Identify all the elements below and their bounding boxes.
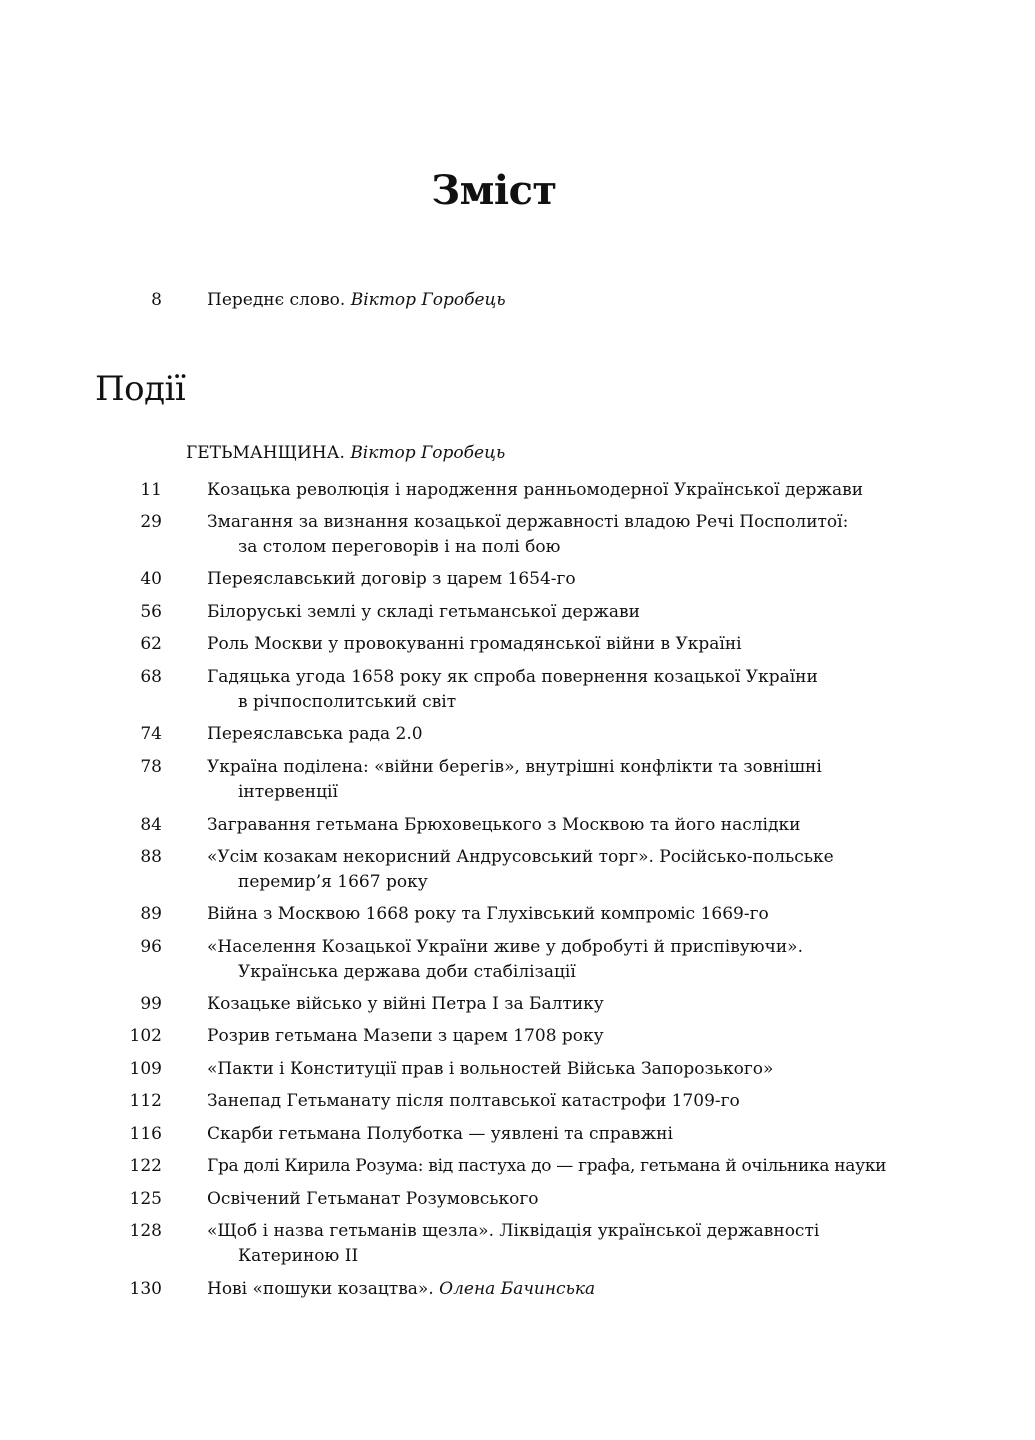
page-number: 128: [129, 1221, 162, 1241]
page-number: 29: [140, 512, 162, 532]
entry-title: Загравання гетьмана Брюховецького з Москвою та його наслідки: [207, 815, 801, 835]
entry-title: Розрив гетьмана Мазепи з царем 1708 року: [207, 1026, 604, 1046]
page-number: 130: [129, 1279, 162, 1299]
page-number: 112: [129, 1091, 162, 1111]
page-number: 84: [140, 815, 162, 835]
entry-title: Роль Москви у провокуванні громадянської війни в Україні: [207, 634, 742, 654]
page-number: 102: [129, 1026, 162, 1046]
page-number: 11: [140, 480, 162, 500]
page-number: 68: [140, 667, 162, 687]
entry-title: Переяславський договір з царем 1654-го: [207, 569, 576, 589]
page-number: 40: [140, 569, 162, 589]
page-number: 56: [140, 602, 162, 622]
page-number: 78: [140, 757, 162, 777]
entry-title: «Населення Козацької України живе у добробуті й приспівуючи».: [207, 937, 803, 957]
page-number: 88: [140, 847, 162, 867]
entry-title: Гадяцька угода 1658 року як спроба повернення козацької України: [207, 667, 818, 687]
entry-title-continued: Українська держава доби стабілізації: [238, 962, 576, 982]
entry-title: Скарби гетьмана Полуботка — уявлені та справжні: [207, 1124, 673, 1144]
entry-title: Переяславська рада 2.0: [207, 724, 423, 744]
entry-title: [207, 288, 927, 313]
section-heading: Події: [95, 369, 186, 409]
page-number: 96: [140, 937, 162, 957]
subsection-author: Віктор Горобець: [350, 443, 506, 463]
entry-title: «Усім козакам некорисний Андрусовський торг». Російсько-польське: [207, 847, 834, 867]
entry-title: Війна з Москвою 1668 року та Глухівський компроміс 1669-го: [207, 904, 769, 924]
page-number: 109: [129, 1059, 162, 1079]
page-number: 99: [140, 994, 162, 1014]
page-title: Зміст: [431, 167, 557, 214]
entry-author: Олена Бачинська: [439, 1279, 596, 1299]
entry-title-continued: в річпосполитський світ: [238, 692, 457, 712]
page-number: 125: [129, 1189, 162, 1209]
entry-author: Віктор Горобець: [350, 290, 506, 310]
page-number: 89: [140, 904, 162, 924]
page-number: 122: [129, 1156, 162, 1176]
entry-title-continued: інтервенції: [238, 782, 338, 802]
entry-title: Змагання за визнання козацької державності владою Речі Посполитої:: [207, 512, 849, 532]
entry-text: Переднє слово.: [207, 290, 346, 310]
entry-title: «Пакти і Конституції прав і вольностей Війська Запорозького»: [207, 1059, 774, 1079]
entry-title: Білоруські землі у складі гетьманської держави: [207, 602, 640, 622]
entry-title-continued: перемир’я 1667 року: [238, 872, 428, 892]
page-number: 116: [129, 1124, 162, 1144]
page-number: 74: [140, 724, 162, 744]
entry-title: Освічений Гетьманат Розумовського: [207, 1189, 539, 1209]
entry-title: [207, 1277, 927, 1302]
entry-title: Козацька революція і народження ранньомодерної Української держави: [207, 480, 864, 500]
entry-title: Занепад Гетьманату після полтавської катастрофи 1709-го: [207, 1091, 740, 1111]
entry-title-continued: за столом переговорів і на полі бою: [238, 537, 561, 557]
entry-title: Україна поділена: «війни берегів», внутрішні конфлікти та зовнішні: [207, 757, 822, 777]
entry-title: Козацьке військо у війні Петра І за Балтику: [207, 994, 604, 1014]
page-number: 8: [151, 290, 162, 310]
entry-title: Гра долі Кирила Розума: від пастуха до — графа, гетьмана й очільника науки: [207, 1156, 887, 1176]
entry-text: Нові «пошуки козацтва».: [207, 1279, 434, 1299]
subsection-name: ГЕТЬМАНЩИНА.: [186, 443, 345, 463]
entry-title-continued: Катериною ІІ: [238, 1246, 359, 1266]
page-number: 62: [140, 634, 162, 654]
subsection-title: [186, 441, 505, 466]
entry-title: «Щоб і назва гетьманів щезла». Ліквідація української державності: [207, 1221, 820, 1241]
